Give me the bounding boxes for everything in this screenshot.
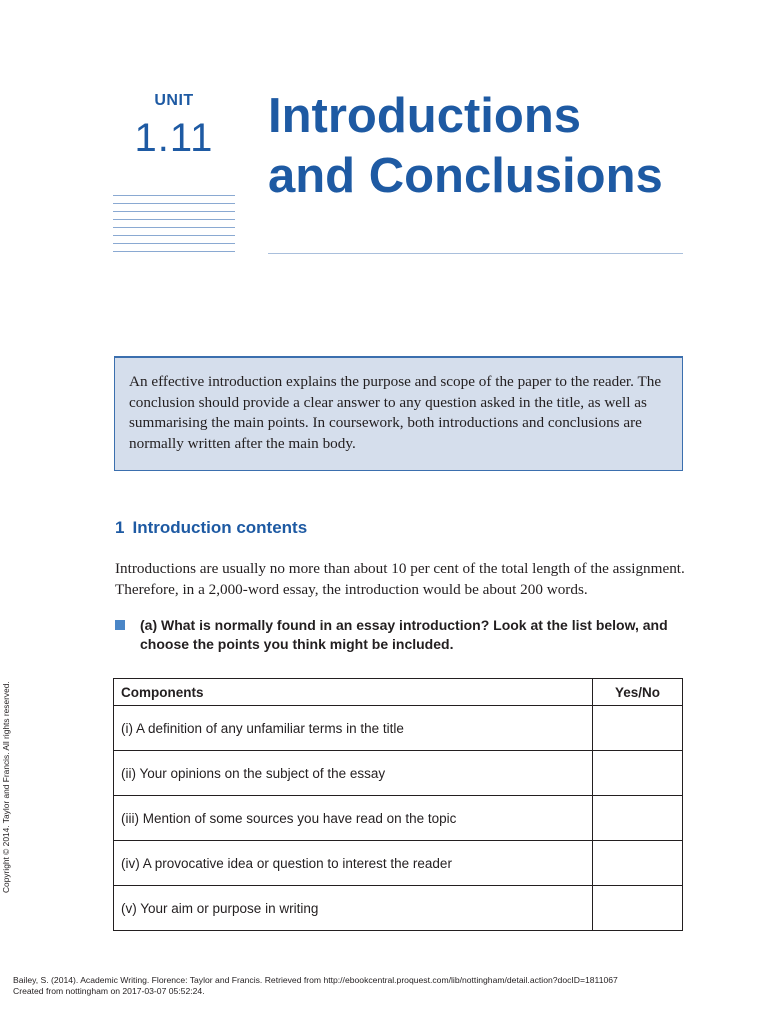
- unit-label: UNIT: [154, 92, 194, 109]
- unit-decorative-lines: [113, 195, 235, 259]
- intro-summary-box: [114, 356, 683, 471]
- square-bullet-icon: [115, 620, 125, 630]
- section-heading: [115, 518, 307, 538]
- table-row: [114, 886, 683, 931]
- footer-citation: [13, 975, 618, 996]
- table-row: [114, 841, 683, 886]
- header-components: Components: [114, 679, 593, 706]
- footer-citation-line: Bailey, S. (2014). Academic Writing. Florence: Taylor and Francis. Retrieved from http://ebookcentral.proquest.com/lib/nottingham/detail.action?docID=1811067: [13, 975, 618, 985]
- footer-created-line: Created from nottingham on 2017-03-07 05:52:24.: [13, 985, 205, 996]
- answer-cell[interactable]: [593, 886, 683, 931]
- title-line-2: and Conclusions: [268, 149, 663, 203]
- answer-cell[interactable]: [593, 751, 683, 796]
- component-cell: (i) A definition of any unfamiliar terms in the title: [114, 706, 593, 751]
- title-divider: [268, 253, 683, 254]
- component-cell: (ii) Your opinions on the subject of the essay: [114, 751, 593, 796]
- unit-number: 1.11: [134, 116, 214, 160]
- side-copyright-notice: Copyright © 2014. Taylor and Francis. All rights reserved.: [1, 681, 11, 893]
- component-cell: (iii) Mention of some sources you have read on the topic: [114, 796, 593, 841]
- section-body-text: Introductions are usually no more than about 10 per cent of the total length of the assignment. Therefore, in a 2,000-word essay, the introduction would be about 200 words.: [115, 560, 685, 598]
- page-title: [268, 86, 708, 206]
- table-row: [114, 751, 683, 796]
- task-text: (a) What is normally found in an essay introduction? Look at the list below, and choose the points you think might be included.: [140, 617, 668, 652]
- components-table: [113, 678, 683, 931]
- answer-cell[interactable]: [593, 706, 683, 751]
- table-row: [114, 796, 683, 841]
- title-line-1: Introductions: [268, 89, 582, 143]
- component-cell: (v) Your aim or purpose in writing: [114, 886, 593, 931]
- table-row: [114, 706, 683, 751]
- section-number: 1: [115, 518, 125, 537]
- answer-cell[interactable]: [593, 841, 683, 886]
- answer-cell[interactable]: [593, 796, 683, 841]
- table-header-row: [114, 679, 683, 706]
- intro-summary-text: An effective introduction explains the purpose and scope of the paper to the reader. The conclusion should provide a clear answer to any question asked in the title, as well as summarising the main points. In coursework, both introductions and conclusions are normally written after the main body.: [129, 373, 662, 452]
- task-instruction: [115, 616, 675, 654]
- component-cell: (iv) A provocative idea or question to interest the reader: [114, 841, 593, 886]
- header-yes-no: Yes/No: [593, 679, 683, 706]
- section-title: Introduction contents: [132, 518, 308, 537]
